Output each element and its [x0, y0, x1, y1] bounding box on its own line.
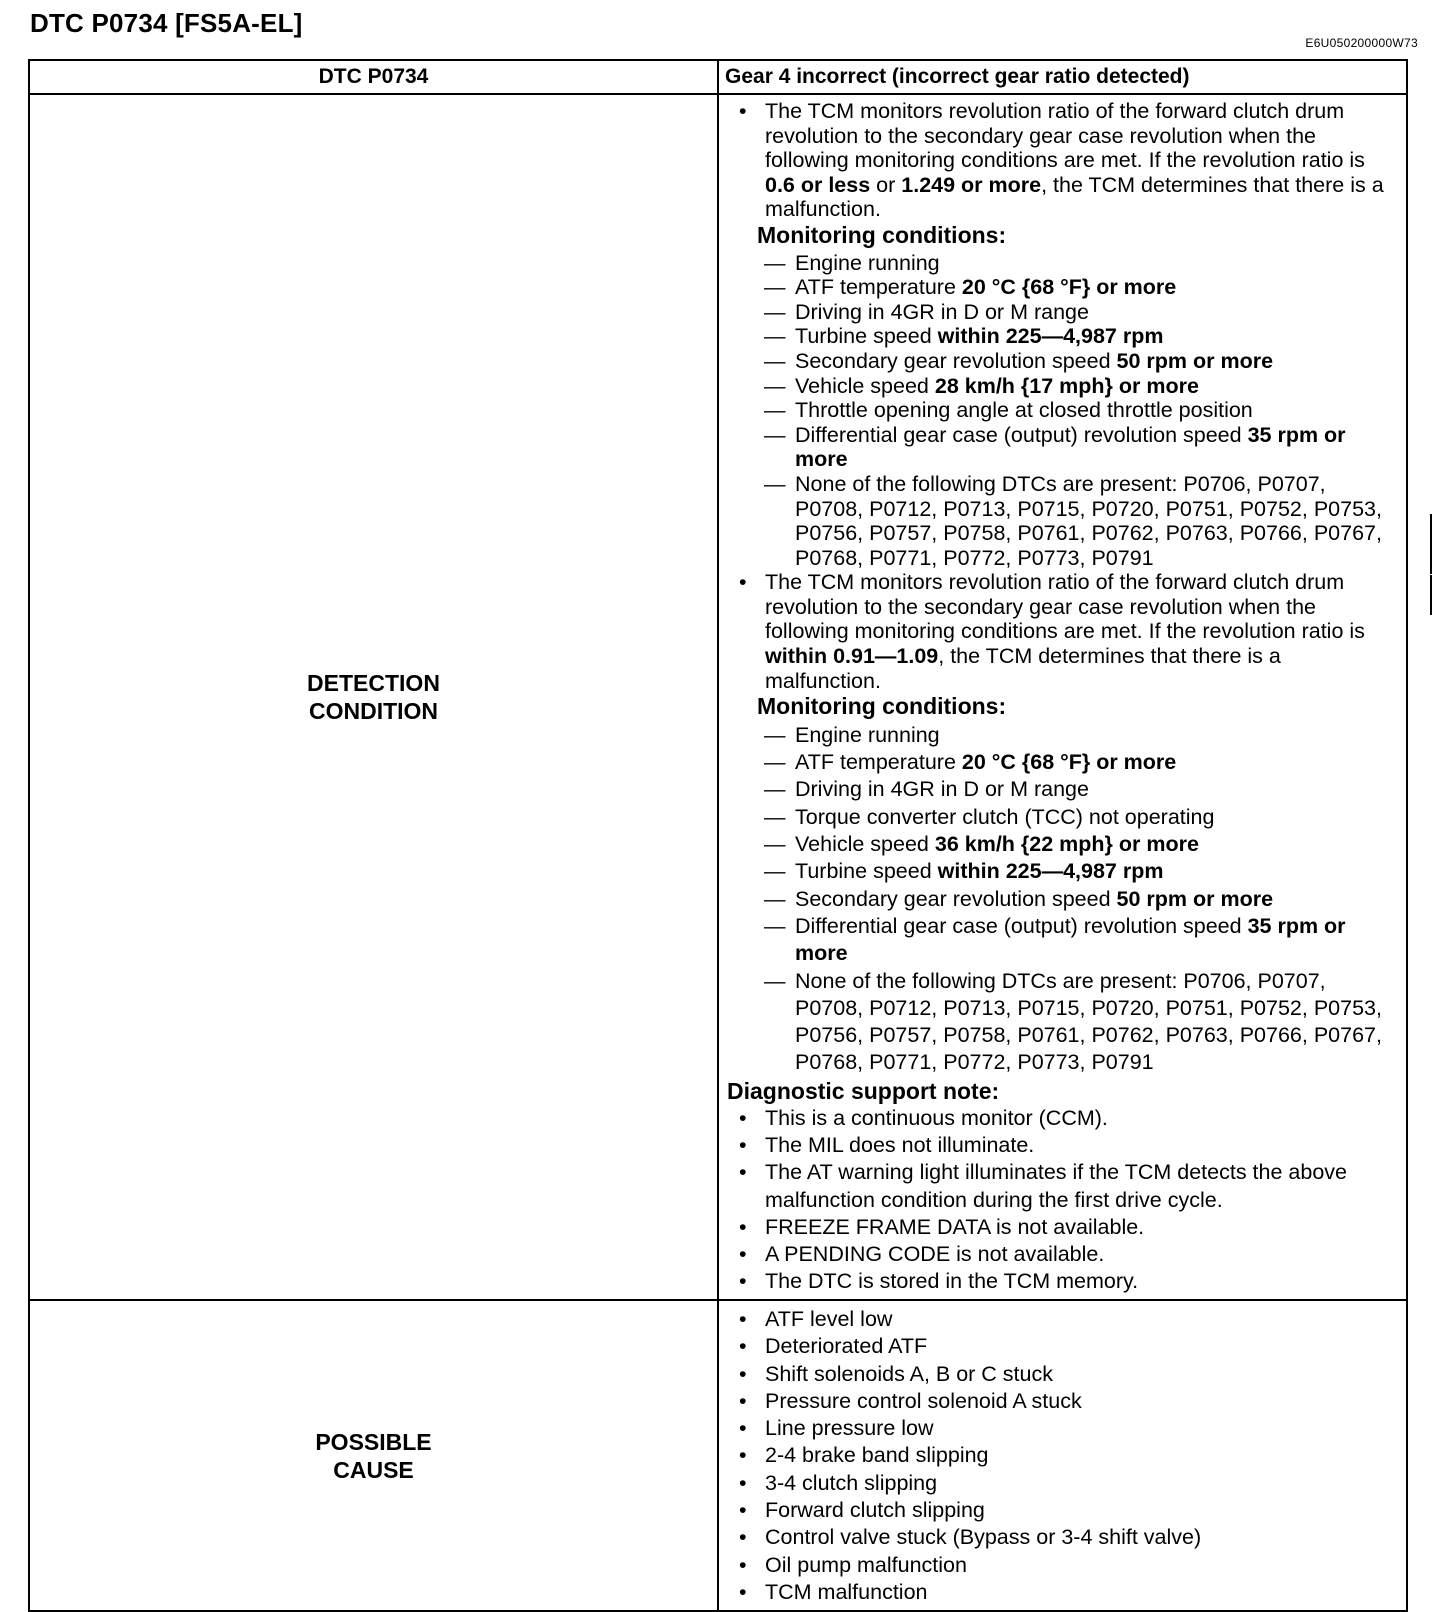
condition-item: — Vehicle speed 36 km/h {22 mph} or more	[727, 831, 1398, 858]
cause-item: • Line pressure low	[727, 1415, 1398, 1442]
condition-item: — Secondary gear revolution speed 50 rpm or more	[727, 886, 1398, 913]
dtc-table	[28, 59, 1408, 1612]
support-note-item: • The DTC is stored in the TCM memory.	[727, 1268, 1398, 1295]
condition-item: — Engine running	[727, 251, 1398, 276]
margin-mark	[1430, 575, 1432, 615]
cause-item: • Pressure control solenoid A stuck	[727, 1388, 1398, 1415]
cause-label-line: POSSIBLE	[315, 1428, 432, 1455]
cause-item: • 3-4 clutch slipping	[727, 1470, 1398, 1497]
detection-row	[29, 94, 1407, 1300]
condition-item: — Driving in 4GR in D or M range	[727, 300, 1398, 325]
cause-row	[29, 1300, 1407, 1611]
cause-item: • 2-4 brake band slipping	[727, 1442, 1398, 1469]
cause-item: • Oil pump malfunction	[727, 1552, 1398, 1579]
document-code: E6U050200000W73	[1305, 36, 1418, 50]
support-note-title: Diagnostic support note:	[727, 1077, 1000, 1104]
cause-item: • TCM malfunction	[727, 1579, 1398, 1606]
condition-item: — Turbine speed within 225—4,987 rpm	[727, 858, 1398, 885]
monitoring-title: Monitoring conditions:	[757, 693, 1007, 720]
support-note-item: • This is a continuous monitor (CCM).	[727, 1105, 1398, 1132]
support-note-list	[727, 1105, 1398, 1295]
monitoring-title: Monitoring conditions:	[757, 221, 1007, 248]
condition-item: — Engine running	[727, 722, 1398, 749]
cause-list	[719, 1301, 1406, 1610]
condition-item: — Differential gear case (output) revolution speed 35 rpm or more	[727, 423, 1398, 472]
support-note-item: • FREEZE FRAME DATA is not available.	[727, 1214, 1398, 1241]
support-note-item: • The MIL does not illuminate.	[727, 1132, 1398, 1159]
condition-item: — ATF temperature 20 °C {68 °F} or more	[727, 275, 1398, 300]
cause-item: • Control valve stuck (Bypass or 3-4 shift valve)	[727, 1524, 1398, 1551]
cause-label-line: CAUSE	[333, 1456, 414, 1483]
cause-item: • ATF level low	[727, 1306, 1398, 1333]
condition-item: — Differential gear case (output) revolution speed 35 rpm or more	[727, 913, 1398, 968]
detection-content	[719, 95, 1406, 1299]
support-note-item: • A PENDING CODE is not available.	[727, 1241, 1398, 1268]
condition-item: — None of the following DTCs are present: P0706, P0707, P0708, P0712, P0713, P0715, P0720, P0751, P0752, P0753, P0756, P0757, P0758, P0761, P0762, P0763, P0766, P0767, P0768, P0771, P0772, P0773, P0791	[727, 968, 1398, 1077]
detection-label-line: DETECTION	[307, 669, 440, 696]
condition-item: — Vehicle speed 28 km/h {17 mph} or more	[727, 374, 1398, 399]
support-note-item: • The AT warning light illuminates if the TCM detects the above malfunction condition during the first drive cycle.	[727, 1159, 1398, 1213]
cause-content-cell	[718, 1300, 1407, 1611]
condition-item: — Throttle opening angle at closed throttle position	[727, 398, 1398, 423]
cause-label-cell	[29, 1300, 718, 1611]
cause-item: • Shift solenoids A, B or C stuck	[727, 1361, 1398, 1388]
condition-item: — Turbine speed within 225—4,987 rpm	[727, 324, 1398, 349]
dtc-description: Gear 4 incorrect (incorrect gear ratio detected)	[725, 65, 1190, 88]
cause-item: • Forward clutch slipping	[727, 1497, 1398, 1524]
margin-mark	[1430, 514, 1432, 574]
detection-label-cell	[29, 94, 718, 1300]
dtc-code-cell	[29, 60, 718, 94]
condition-item: — Driving in 4GR in D or M range	[727, 776, 1398, 803]
condition-list	[727, 722, 1398, 1077]
page-title: DTC P0734 [FS5A-EL]	[30, 8, 303, 38]
dtc-code: DTC P0734	[318, 65, 429, 88]
condition-item: — None of the following DTCs are present: P0706, P0707, P0708, P0712, P0713, P0715, P0720, P0751, P0752, P0753, P0756, P0757, P0758, P0761, P0762, P0763, P0766, P0767, P0768, P0771, P0772, P0773, P0791	[727, 472, 1398, 570]
dtc-description-cell	[718, 60, 1407, 94]
detection-content-cell	[718, 94, 1407, 1300]
detection-label-line: CONDITION	[308, 697, 439, 724]
table-header-row	[29, 60, 1407, 94]
condition-list	[727, 251, 1398, 571]
bullet-item: • The TCM monitors revolution ratio of the forward clutch drum revolution to the secondary gear case revolution when the following monitoring conditions are met. If the revolution ratio is 0.6 or less or 1.249 or more, the TCM determines that there is a malfunction.	[727, 99, 1398, 222]
cause-item: • Deteriorated ATF	[727, 1333, 1398, 1360]
condition-item: — Torque converter clutch (TCC) not operating	[727, 804, 1398, 831]
bullet-item: • The TCM monitors revolution ratio of the forward clutch drum revolution to the secondary gear case revolution when the following monitoring conditions are met. If the revolution ratio is within 0.91—1.09, the TCM determines that there is a malfunction.	[727, 570, 1398, 693]
condition-item: — ATF temperature 20 °C {68 °F} or more	[727, 749, 1398, 776]
condition-item: — Secondary gear revolution speed 50 rpm or more	[727, 349, 1398, 374]
